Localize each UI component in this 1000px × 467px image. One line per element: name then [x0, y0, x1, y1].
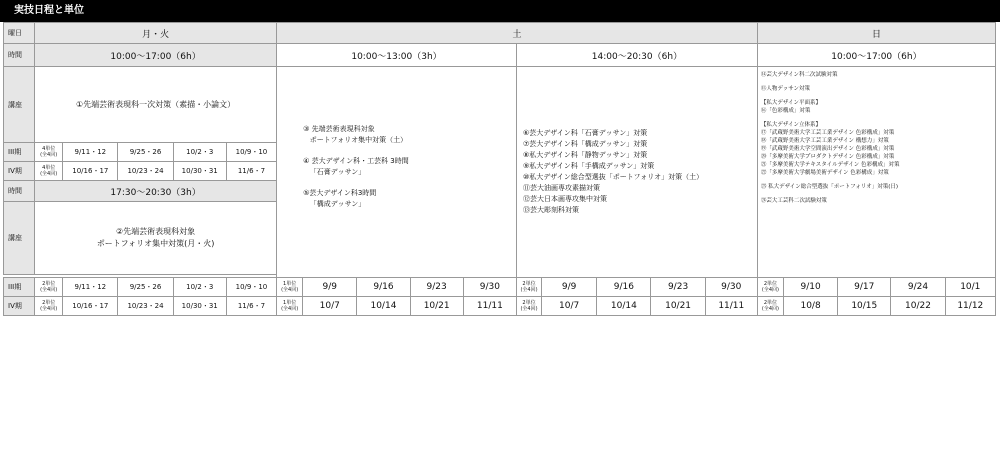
sun-line: ⑮人物デッサン対策 [760, 86, 811, 92]
day-sun: 日 [757, 23, 995, 44]
date-cell: 10/2・3 [173, 143, 226, 162]
term-label: III期 [4, 143, 35, 162]
date-cell: 9/25・26 [118, 278, 173, 297]
sat-b-line: ⑫芸大日本画専攻集中対策 [522, 195, 607, 203]
date-cell: 10/21 [410, 297, 463, 316]
date-cell: 9/9 [542, 278, 597, 297]
sat-b-line: ⑧私大デザイン科「静物デッサン」対策 [522, 151, 648, 159]
time-label: 時間 [4, 44, 35, 67]
course-sat-b [516, 67, 757, 278]
sat-b-line: ⑦芸大デザイン科「構成デッサン」対策 [522, 140, 648, 148]
sat-b-line: ⑩私大デザイン総合型選抜「ポートフォリオ」対策（土） [522, 173, 704, 181]
sat-a-line: 「構成デッサン」 [309, 200, 366, 208]
term4-row [4, 297, 996, 316]
unit-badge: 2単位 (全4回) [516, 297, 541, 316]
time-row [4, 44, 996, 67]
date-cell: 9/16 [357, 278, 410, 297]
date-cell: 10/30・31 [173, 297, 226, 316]
sun-line: 【私大デザイン立体系】 [760, 122, 822, 128]
date-cell: 10/8 [783, 297, 837, 316]
time-sat-b: 14:00～20:30（6h） [516, 44, 757, 67]
date-cell: 10/14 [597, 297, 651, 316]
course-label: 講座 [4, 67, 35, 143]
date-cell: 9/17 [838, 278, 891, 297]
date-cell: 9/11・12 [63, 278, 118, 297]
sat-a-line: ポートフォリオ集中対策（土） [309, 136, 408, 144]
date-cell: 10/15 [838, 297, 891, 316]
sat-b-line: ⑥芸大デザイン科「石膏デッサン」対策 [522, 129, 648, 137]
sun-line: ⑳「多摩美術大学プロダクトデザイン 色彩構成」対策 [760, 154, 895, 160]
date-cell: 10/9・10 [226, 143, 276, 162]
date-cell: 10/22 [891, 297, 945, 316]
course-label: 講座 [4, 202, 35, 275]
unit-badge: 1単位 (全4回) [277, 297, 303, 316]
sun-line: ⑱「武蔵野美術大学工芸工業デザイン 構想力」対策 [760, 138, 889, 144]
sun-line: 【私大デザイン平面系】 [760, 100, 822, 106]
date-cell: 10/7 [303, 297, 357, 316]
page-title: 実技日程と単位 [0, 0, 1000, 22]
date-cell: 10/16・17 [63, 297, 118, 316]
sat-a-line: ⑤芸大デザイン科3時間 [303, 189, 377, 197]
term-label: IV期 [4, 162, 35, 181]
course-sat-a [277, 67, 517, 278]
date-cell: 11/11 [463, 297, 516, 316]
time-sun: 10:00～17:00（6h） [757, 44, 995, 67]
date-cell: 9/30 [463, 278, 516, 297]
date-cell: 11/11 [705, 297, 757, 316]
sun-line: ⑭芸大デザイン科二次試験対策 [760, 72, 838, 78]
sun-line: ㉑「多摩美術大学テキスタイルデザイン 色彩構成」対策 [760, 162, 900, 168]
unit-badge: 2単位 (全4回) [516, 278, 541, 297]
date-cell: 10/7 [542, 297, 597, 316]
time-label: 時間 [4, 181, 35, 202]
term3-row [4, 278, 996, 297]
sun-line: ㉔芸大工芸科二次試験対策 [760, 198, 827, 204]
date-cell: 9/25・26 [118, 143, 173, 162]
date-cell: 9/23 [410, 278, 463, 297]
sun-line: ⑰「武蔵野美術大学工芸工業デザイン 色彩構成」対策 [760, 130, 895, 136]
term-label: IV期 [4, 297, 35, 316]
sun-line: ⑯「色彩構成」対策 [760, 108, 811, 114]
date-cell: 10/1 [945, 278, 995, 297]
date-cell: 10/2・3 [173, 278, 226, 297]
sat-b-line: ⑬芸大彫刻科対策 [522, 206, 579, 214]
date-cell: 9/11・12 [63, 143, 118, 162]
sat-b-line: ⑨私大デザイン科「手構成デッサン」対策 [522, 162, 655, 170]
day-mon-fri: 月・火 [35, 23, 277, 44]
course-weekday2: ②先端芸術表現科対象 ポートフォリオ集中対策(月・火) [35, 202, 277, 275]
sat-a-line: ③ 先端芸術表現科対象 [303, 125, 375, 133]
sun-line: ㉓ 私大デザイン総合型選抜「ポートフォリオ」対策(日) [760, 184, 899, 190]
time-weekday1: 10:00～17:00（6h） [35, 44, 277, 67]
sat-b-line: ⑪芸大油画専攻素描対策 [522, 184, 600, 192]
date-cell: 9/24 [891, 278, 945, 297]
schedule-table [3, 22, 996, 316]
course-row-1 [4, 67, 996, 143]
time-weekday2: 17:30～20:30（3h） [35, 181, 277, 202]
unit-badge: 2単位 (全4回) [757, 297, 783, 316]
day-label: 曜日 [4, 23, 35, 44]
unit-badge: 4単位 (全4回) [35, 143, 63, 162]
date-cell: 9/30 [705, 278, 757, 297]
date-cell: 10/16・17 [63, 162, 118, 181]
date-cell: 10/30・31 [173, 162, 226, 181]
sun-line: ㉒「多摩美術大学劇場美術デザイン 色彩構成」対策 [760, 170, 889, 176]
date-cell: 9/23 [651, 278, 705, 297]
course-sun [757, 67, 995, 278]
unit-badge: 1単位 (全4回) [277, 278, 303, 297]
date-cell: 10/9・10 [226, 278, 276, 297]
unit-badge: 4単位 (全4回) [35, 162, 63, 181]
sat-a-line: 「石膏デッサン」 [309, 168, 366, 176]
date-cell: 9/16 [597, 278, 651, 297]
date-cell: 11/6・7 [226, 162, 276, 181]
time-sat-a: 10:00～13:00（3h） [277, 44, 517, 67]
day-row [4, 23, 996, 44]
date-cell: 11/12 [945, 297, 995, 316]
sat-a-line: ④ 芸大デザイン科・工芸科 3時間 [303, 157, 409, 165]
date-cell: 9/10 [783, 278, 837, 297]
date-cell: 10/14 [357, 297, 410, 316]
date-cell: 9/9 [303, 278, 357, 297]
unit-badge: 2単位 (全4回) [35, 278, 63, 297]
date-cell: 11/6・7 [226, 297, 276, 316]
date-cell: 10/21 [651, 297, 705, 316]
course-weekday1: ①先端芸術表現科一次対策（素描・小論文） [35, 67, 277, 143]
unit-badge: 2単位 (全4回) [35, 297, 63, 316]
date-cell: 10/23・24 [118, 297, 173, 316]
sun-line: ⑲「武蔵野美術大学空間演出デザイン 色彩構成」対策 [760, 146, 895, 152]
term-label: III期 [4, 278, 35, 297]
day-sat: 土 [277, 23, 758, 44]
date-cell: 10/23・24 [118, 162, 173, 181]
unit-badge: 2単位 (全4回) [757, 278, 783, 297]
